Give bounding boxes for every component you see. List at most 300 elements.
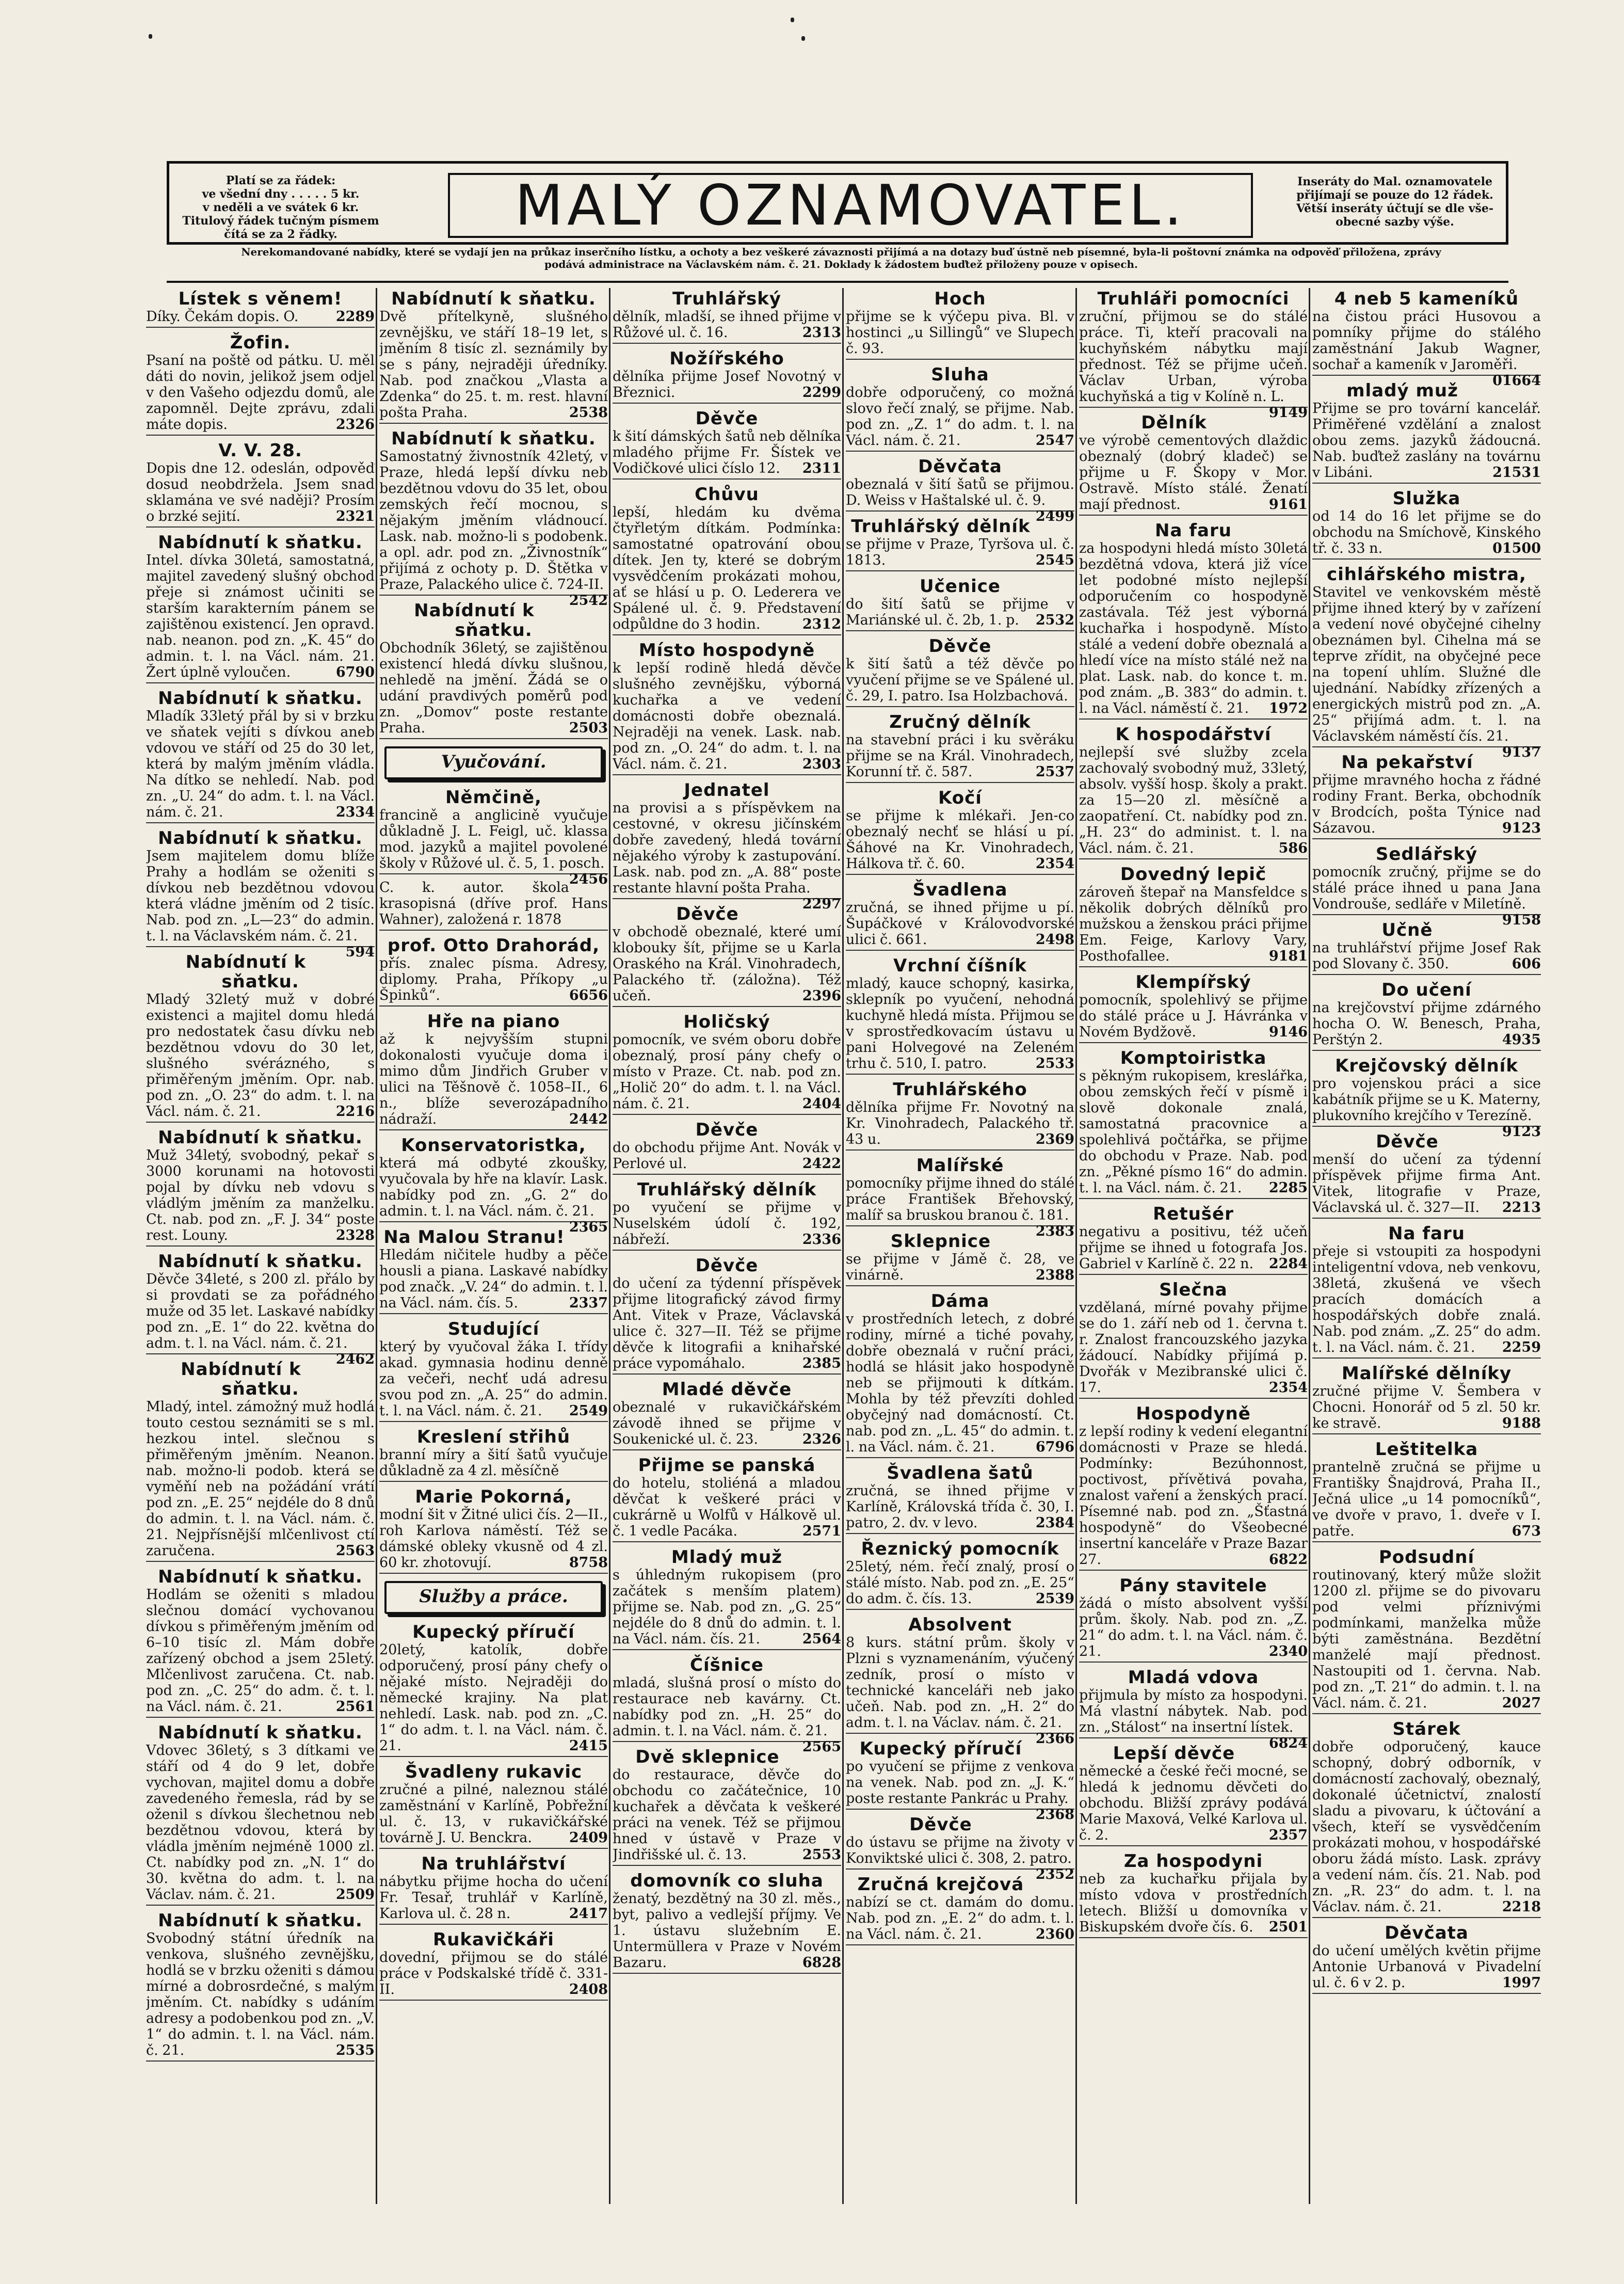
ad-body: zručné a pilné, naleznou stálé zaměstnání v Karlíně, Pobřežní ul. č. 13, v rukavičkářské továrně J. U. Benckra.	[379, 1782, 608, 1846]
ad-text-wrap	[379, 1507, 608, 1571]
ad-number: 2313	[802, 325, 841, 341]
classified-ad	[146, 441, 375, 528]
ad-text-wrap	[846, 476, 1074, 524]
ad-body: mladá, slušná prosí o místo do restaurace neb kavárny. Ct. nabídky pod zn. „H. 25“ do admin. t. l. na Václ. nám. č. 21.	[613, 1675, 841, 1739]
classified-ad	[146, 1723, 375, 1906]
ad-body: do obchodu přijme Ant. Novák v Perlové ul.	[613, 1140, 841, 1172]
ad-heading: Děvče	[928, 636, 992, 657]
classified-ad	[846, 712, 1074, 783]
price-info	[178, 174, 384, 241]
ad-heading: Dáma	[930, 1291, 990, 1312]
ad-heading: Konservatoristka,	[401, 1135, 586, 1156]
ad-text-wrap	[1079, 1068, 1308, 1196]
classified-ad	[613, 1012, 841, 1115]
ad-body: Intel. dívka 30letá, samostatná, majitel zavedený slušný obchod přeje si známost učiniti se starším karakterním pánem se zajištěnou existencí. Jen opravd. nab. neanon. pod zn. „K. 45“ do admin. t. l. na Václ. nám. 21. Žert úplně vyloučen.	[146, 552, 375, 680]
classified-ad	[613, 289, 841, 344]
ad-body: Dopis dne 12. odeslán, odpověď dosud neobdržela. Jsem snad sklamána ve své naději? Prosím o brzké sejití.	[146, 460, 375, 524]
ad-number: 2303	[802, 756, 841, 772]
ad-body: na čistou práci Husovou a pomníky přijme do stálého zaměstnání Jakub Wagner, sochař a kameník v Jaroměři.	[1312, 309, 1541, 373]
ad-heading: Kreslení střihů	[416, 1427, 571, 1447]
classified-ad	[613, 1655, 841, 1755]
ad-number: 01664	[1492, 373, 1541, 389]
ad-number: 9149	[1268, 405, 1308, 421]
ad-text-wrap	[1312, 772, 1541, 836]
print-speck	[801, 36, 805, 41]
ad-text-wrap	[379, 1447, 608, 1479]
classified-ad	[846, 636, 1074, 707]
ad-heading: Retušér	[1153, 1204, 1234, 1224]
ad-number: 594	[345, 944, 375, 960]
column-divider	[609, 288, 610, 2204]
classified-ad	[846, 1155, 1074, 1239]
insertion-info	[1289, 175, 1501, 229]
ad-heading: Učně	[1381, 920, 1433, 940]
ad-body: přijmula by místo za hospodyni. Má vlastní nábytek. Nab. pod zn. „Stálost“ na insertní lístek.	[1079, 1687, 1308, 1735]
ad-heading: V. V. 28.	[218, 440, 302, 461]
ad-number: 2326	[335, 417, 375, 433]
classified-ad	[846, 1875, 1074, 1945]
ad-number: 2285	[1268, 1180, 1308, 1196]
ad-heading: Dvě sklepnice	[635, 1747, 780, 1767]
price-line: Titulový řádek tučným písmem	[182, 214, 379, 228]
ad-text-wrap	[613, 800, 841, 912]
ad-body: Mladý, intel. zámožný muž hodlá touto cestou seznámiti se s ml. hezkou intel. slečnou s přiměřeným jměním. Neanon. nab. možno-li podob. která se vyměňí neb na požádání vrátí pod zn. „E. 25“ nejdéle do 8 dnů do admin. t. l. na Václ. nám. č. 21. Nejpřísnější mlčenlivost ctí zaručena.	[146, 1399, 375, 1559]
ad-text-wrap	[1312, 1152, 1541, 1216]
ad-body: k šití dámských šatů neb dělníka mladého přijme Fr. Šístek ve Vodičkové ulici číslo 12.	[613, 428, 841, 476]
classified-ad	[613, 1871, 841, 1974]
ad-heading: Řeznický pomocník	[861, 1539, 1059, 1559]
classified-ad	[146, 689, 375, 823]
ad-text-wrap	[613, 1567, 841, 1647]
column-5	[1079, 289, 1308, 2199]
classified-ad	[1312, 564, 1541, 760]
ad-body: Jsem majitelem domu blíže Prahy a hodlám se oženiti s dívkou neb bezdětnou vdovou která vládne jměním od 2 tisíc. Nab. pod zn. „L—23“ do admin. t. l. na Václavském nám. č. 21.	[146, 848, 375, 944]
ad-text-wrap	[846, 1635, 1074, 1747]
ad-text-wrap	[613, 1200, 841, 1248]
ad-body: nejlepší své služby zcela zachovalý svobodný muž, 33letý, absolv. vyšší hosp. školy a prakt. za 15—20 zl. měsíčně a zaopatření. Ct. nabídky pod zn. „H. 23“ do administ. t. l. na Václ. nám. č. 21.	[1079, 744, 1308, 856]
column-divider	[1075, 288, 1077, 2204]
ad-body: na krejčovství přijme zdárného hocha O. W. Benesch, Praha, Perštýn 2.	[1312, 1000, 1541, 1048]
ad-body: ve výrobě cementových dlaždic obeznalý (dobrý kladeč) se přijme u F. Škopy v Mor. Ostravě. Místo stálé. Ženatí mají přednost.	[1079, 433, 1308, 513]
ad-text-wrap	[846, 1559, 1074, 1607]
ad-heading: Mladé děvče	[662, 1379, 792, 1400]
ad-number: 2498	[1035, 932, 1074, 948]
classified-ad	[613, 1120, 841, 1175]
ad-text-wrap	[1079, 992, 1308, 1040]
ad-body: s pěkným rukopisem, kreslářka, obou zemských řečí v písmě i slově dokonale znalá, samostatná pracovnice a spolehlivá počtářka, se přijme do obchodu v Praze. Nab. pod zn. „Pěkné písmo 16“ do admin. t. l. na Václ. nám. č. 21.	[1079, 1068, 1308, 1196]
ad-body: pomocník zručný, přijme se do stálé práce ihned u pana Jana Vondrouše, sedláře v Miletíně.	[1312, 864, 1541, 912]
ad-number: 2409	[569, 1830, 608, 1846]
classified-ad	[1079, 1204, 1308, 1275]
ad-text-wrap	[613, 1275, 841, 1371]
ad-body: Děvče 34leté, s 200 zl. přálo by si provdati se za pořádného muže od 35 let. Laskavé nabídky pod zn. „E. 1“ do 22. května do adm. t. l. na Václ. nám. č. 21.	[146, 1271, 375, 1351]
ad-heading: Nožířského	[669, 348, 784, 369]
classified-ad	[146, 333, 375, 436]
print-speck	[791, 18, 794, 22]
ad-number: 9137	[1502, 744, 1541, 760]
ad-heading: Truhlářského	[893, 1079, 1027, 1100]
ad-number: 2422	[802, 1156, 841, 1172]
page-title: MALÝ OZNAMOVATEL.	[448, 173, 1253, 238]
ad-text-wrap	[379, 1782, 608, 1846]
ad-text-wrap	[146, 552, 375, 680]
ad-heading: Krejčovský dělník	[1335, 1056, 1518, 1076]
classified-ad	[146, 289, 375, 328]
ad-text-wrap	[1079, 1763, 1308, 1843]
ad-body: pomocníky přijme ihned do stálé práce František Břehovský, malíř sa bruskou branou č. 181.	[846, 1175, 1074, 1223]
ad-heading: Nabídnutí k sňatku.	[158, 532, 363, 553]
ad-number: 2503	[569, 720, 608, 736]
ad-text-wrap	[1312, 940, 1541, 972]
ad-heading: Podsudní	[1378, 1547, 1475, 1568]
ad-heading: Komptoiristka	[1120, 1048, 1267, 1068]
classified-ad	[146, 1360, 375, 1562]
ad-number: 2366	[1035, 1731, 1074, 1747]
ad-body: k lepší rodině hledá děvče slušného zevnějšku, výborná kuchařka a ve vedení domácnosti dobře obeznalá. Nejraději na venek. Lask. nab. pod zn. „O. 24“ do adm. t. l. na Václ. nám. č. 21.	[613, 660, 841, 772]
ad-body: 20letý, katolík, dobře odporučený, prosí pány chefy o nějaké místo. Nejraději do německé krajiny. Na plat nehledí. Lask. nab. pod zn. „C. 1“ do adm. t. l. na Václ. nám. č. 21.	[379, 1642, 608, 1754]
ad-number: 21531	[1492, 465, 1541, 481]
classified-ad	[1312, 920, 1541, 975]
classified-ad	[1079, 865, 1308, 967]
classified-ad	[146, 828, 375, 960]
ad-heading: Nabídnutí k sňatku.	[158, 828, 363, 849]
ad-body: který by vyučoval žáka I. třídy akad. gymnasia hodinu denně za večeři, nechť udá adresu svou pod zn. „A. 25“ do admin. t. l. na Václ. nám. č. 21.	[379, 1339, 608, 1419]
ad-heading: Kupecký příručí	[859, 1738, 1022, 1759]
ad-body: mladý, kauce schopný, kasirka, sklepník po vyučení, nehodná kuchyně hledá místa. Přijmou se v sprostředkovacím ústavu u pani Holvegové na Zeleném trhu č. 510, I. patro.	[846, 976, 1074, 1072]
ad-text-wrap	[613, 1475, 841, 1539]
column-1	[146, 289, 375, 2199]
ad-body: přeje si vstoupiti za hospodyni inteligentní vdova, neb venkovu, 38letá, zkušená ve všech pracích domácích a hospodářských dobře znalá. Nab. pod znám. „Z. 25“ do adm. t. l. na Václ. nám. č. 21.	[1312, 1243, 1541, 1355]
ad-body: za hospodyni hledá místo 30letá bezdětná vdova, která již více let podobné místo nejlepší odporučením co hospodyně zastávala. Též jest výborná kuchařka i hospodyně. Místo stálé a vedení dobře obeznalá a hledí více na místo stálé než na plat. Lask. nab. do konce t. m. pod znám. „B. 383“ do admin. t. l. na Václ. náměstí č. 21.	[1079, 540, 1308, 716]
classified-ad	[379, 1487, 608, 1574]
ad-number: 2549	[569, 1403, 608, 1419]
ad-number: 586	[1278, 840, 1308, 856]
classified-ad	[379, 1762, 608, 1849]
classified-ad	[846, 517, 1074, 571]
ad-body: 25letý, ném. řečí znalý, prosí o stálé místo. Nab. pod zn. „E. 25“ do adm. č. čís. 13.	[846, 1559, 1074, 1607]
classified-ad	[846, 1232, 1074, 1286]
ad-text-wrap	[1079, 1871, 1308, 1935]
ad-body: pomocník, spolehlivý se přijme do stálé práce u J. Hávránka v Novém Bydžově.	[1079, 992, 1308, 1040]
ad-text-wrap	[1312, 1943, 1541, 1991]
ad-text-wrap	[613, 1767, 841, 1863]
classified-ad	[1079, 1667, 1308, 1751]
ad-heading: Truhlářský dělník	[851, 516, 1031, 537]
ad-body: se přijme v Jámě č. 28, ve vinárně.	[846, 1251, 1074, 1283]
ad-number: 6656	[569, 987, 608, 1003]
ad-text-wrap	[1312, 1243, 1541, 1355]
ad-heading: Děvčata	[1385, 1923, 1469, 1943]
ad-body: přís. znalec písma. Adresy, diplomy. Praha, Příkopy „u Špinků“.	[379, 955, 608, 1003]
insertion-line: Inseráty do Mal. oznamovatele	[1297, 175, 1493, 188]
ad-text-wrap	[613, 369, 841, 401]
classified-ad	[1312, 1719, 1541, 1918]
ad-body: dobře odporučený, co možná slovo řečí znalý, se přijme. Nab. pod zn. „Z. 1“ do adm. t. l. na Václ. nám. č. 21.	[846, 385, 1074, 449]
ad-heading: Děvče	[695, 1120, 759, 1140]
ad-text-wrap	[1079, 1300, 1308, 1396]
ad-number: 1972	[1268, 700, 1308, 716]
ad-body: Vdovec 36letý, s 3 dítkami ve stáří od 4 do 9 let, dobře vychovan, majitel domu a dobře zavedeného řemesla, rád by se oženil s dívkou šlechetnou neb bezdětnou vdovou, která by vládla jměním nejméně 1000 zl. Ct. nabídky pod zn. „N. 1“ do 30. května do adm. t. l. na Václav. nám. č. 21.	[146, 1743, 375, 1903]
ad-number: 2336	[802, 1232, 841, 1248]
ad-body: modní šit v Žitné ulici čís. 2—II., roh Karlova náměstí. Též se dámské obleky vkusně od 4 zl. 60 kr. zhotovují.	[379, 1507, 608, 1571]
ad-text-wrap	[1312, 1383, 1541, 1431]
column-divider	[376, 288, 377, 2204]
price-line: čítá se za 2 řádky.	[224, 228, 337, 241]
ad-text-wrap	[379, 640, 608, 736]
ad-number: 673	[1512, 1523, 1541, 1539]
ad-text-wrap	[1312, 864, 1541, 928]
ad-text-wrap	[846, 900, 1074, 948]
ad-text-wrap	[1079, 433, 1308, 513]
ad-heading: Studující	[447, 1319, 540, 1339]
ad-heading: Sedlářský	[1375, 844, 1478, 865]
classified-ad	[379, 1012, 608, 1130]
ad-body: žádá o místo absolvent vyšší prům. školy. Nab. pod zn. „Z. 21“ do adm. t. l. na Václ. nám. č. 21.	[1079, 1595, 1308, 1659]
column-divider	[1309, 288, 1310, 2204]
ad-number: 2538	[569, 405, 608, 421]
classified-ad	[1079, 289, 1308, 421]
ad-number: 2396	[802, 988, 841, 1004]
classified-ad	[846, 577, 1074, 631]
ad-number: 2547	[1035, 433, 1074, 449]
ad-heading: Sluha	[931, 364, 989, 385]
column-4	[846, 289, 1074, 2199]
classified-ad	[1312, 753, 1541, 839]
classified-ad	[1079, 1404, 1308, 1571]
ad-heading: Slečna	[1159, 1280, 1228, 1300]
ad-text-wrap	[1079, 1595, 1308, 1659]
ad-text-wrap	[613, 660, 841, 772]
ad-text-wrap	[1312, 1459, 1541, 1539]
ad-number: 2462	[335, 1351, 375, 1367]
classified-ad	[379, 1319, 608, 1422]
ad-heading: Absolvent	[908, 1615, 1012, 1635]
ad-heading: Truhlářský dělník	[637, 1179, 817, 1200]
classified-ad	[613, 1547, 841, 1650]
ad-heading: Marie Pokorná,	[415, 1487, 572, 1507]
ad-heading: Němčině,	[445, 787, 542, 808]
ad-heading: Malířské dělníky	[1341, 1363, 1512, 1384]
admin-notice: Nerekomandované nabídky, které se vydají jen na průkaz inserčního lístku, a ochoty a bez veškeré závaznosti přijímá a na dotazy buď ústně neb písemné, byla-li poštovní známka na odpověď přiložena, zprávy podává administrace na Václavském nám. č. 21. Doklady k žádostem buďtež přiloženy pouze v opisech.	[241, 246, 1441, 270]
ad-heading: Zručná krejčová	[857, 1874, 1024, 1895]
ad-text-wrap	[846, 385, 1074, 449]
ad-heading: Služka	[1392, 488, 1461, 509]
ad-number: 2218	[1502, 1899, 1541, 1915]
ad-text-wrap	[1079, 540, 1308, 716]
ad-number: 2326	[802, 1431, 841, 1447]
ad-text-wrap	[846, 1483, 1074, 1531]
ad-text-wrap	[846, 1834, 1074, 1882]
classified-ad	[846, 788, 1074, 875]
ad-body: Hodlám se oženiti s mladou slečnou domácí vychovanou dívkou s přiměřeným jměním od 6–10 tisíc zl. Mám dobře zařízený obchod a jsem 25letý. Mlčenlivost zaručena. Ct. nab. pod zn. „C. 25“ do adm. č. t. l. na Václ. nám. č. 21.	[146, 1587, 375, 1715]
ad-number: 2408	[569, 1982, 608, 1998]
ad-body: Obchodník 36letý, se zajištěnou existencí hledá dívku slušnou, nehledě na jmění. Žádá se o udání pravdivých poměrů pod zn. „Domov“ poste restante Praha.	[379, 640, 608, 736]
ad-text-wrap	[1312, 309, 1541, 389]
ad-number: 2289	[335, 309, 375, 325]
ad-body: C. k. autor. škola krasopisná (dříve prof. Hans Wahner), založená r. 1878	[379, 880, 608, 928]
ad-number: 2571	[802, 1523, 841, 1539]
ad-heading: Švadlena	[912, 880, 1008, 900]
ad-text-wrap	[1312, 584, 1541, 760]
ad-body: obeznalé v rukavičkářském závodě ihned se přijme v Soukenické ul. č. 23.	[613, 1399, 841, 1447]
ad-body: Přijme se pro tovární kancelář. Přiměřené vzdělání a znalost obou zems. jazyků žádoucná. Nab. buďtež zaslány na továrnu v Libáni.	[1312, 401, 1541, 481]
ad-heading: Místo hospodyně	[638, 640, 815, 661]
ad-heading: Nabídnutí k sňatku.	[158, 688, 363, 709]
classified-ad	[379, 1427, 608, 1482]
ad-heading: Učenice	[920, 576, 1001, 597]
ad-body: zruční, přijmou se do stálé práce. Ti, kteří pracovali na kuchyňském nábytku mají přednost. Též se přijme učeň. Václav Urban, výroba kuchyňská a tig v Kolíně n. L.	[1079, 309, 1308, 405]
classified-ad	[846, 1615, 1074, 1747]
ad-body: k šití šatů a též děvče po vyučení přijme se ve Spálené ul. č. 29, I. patro. Isa Holzbachová.	[846, 656, 1074, 704]
ad-text-wrap	[846, 1251, 1074, 1283]
ad-number: 2216	[335, 1104, 375, 1120]
ad-body: se přijme k mlékaři. Jen-co obeznalý nechť se hlásí u pí. Šáhové na Kr. Vinohradech, Hálkova tř. č. 60.	[846, 808, 1074, 872]
ad-number: 2542	[569, 593, 608, 609]
ad-heading: Sklepnice	[890, 1231, 991, 1252]
ad-number: 2354	[1268, 1380, 1308, 1396]
ad-heading: Holičský	[683, 1012, 770, 1032]
classified-ad	[613, 1180, 841, 1251]
ad-text-wrap	[1312, 508, 1541, 556]
masthead	[167, 161, 1508, 245]
ad-heading: Nabídnutí k sňatku.	[158, 1127, 363, 1148]
section-heading: Vyučování.	[384, 746, 603, 779]
column-6	[1312, 289, 1541, 2199]
classified-ad	[379, 1854, 608, 1925]
ad-text-wrap	[613, 1140, 841, 1172]
ad-text-wrap	[379, 1155, 608, 1235]
insertion-line: přijímají se pouze do 12 řádek.	[1296, 188, 1493, 202]
classified-ad	[846, 456, 1074, 524]
column-3	[613, 289, 841, 2199]
ad-body: na truhlářství přijme Josef Rak pod Slovany č. 350.	[1312, 940, 1541, 972]
ad-number: 2027	[1502, 1695, 1541, 1711]
ad-heading: Nabídnutí k sňatku.	[414, 600, 535, 641]
classified-ad	[846, 880, 1074, 951]
ad-text-wrap	[613, 924, 841, 1004]
classified-ad	[379, 787, 608, 887]
ad-heading: Děvče	[1376, 1131, 1439, 1152]
ad-text-wrap	[846, 596, 1074, 628]
ad-number: 2563	[335, 1543, 375, 1559]
ad-number: 2561	[335, 1699, 375, 1715]
ad-heading: Pány stavitele	[1119, 1575, 1267, 1596]
ad-body: Muž 34letý, svobodný, pekař s 3000 korunami na hotovosti pojal by dívku neb vdovu s vládlým jměním za manželku. Ct. nab. pod zn. „F. J. 34“ poste rest. Louny.	[146, 1147, 375, 1243]
ad-body: Stavitel ve venkovském městě přijme ihned který by v zařízení a vedení nové obyčejné cihelny obeznámen byl. Cihelna má se teprve zřídit, na obyčejné pece na topení uhlím. Služné dle ujednání. Nabídky zřízených a energických mistrů pod zn. „A. 25“ přijímá adm. t. l. na Václavském náměstí čís. 21.	[1312, 584, 1541, 744]
ad-heading: Nabídnutí k sňatku.	[181, 1359, 301, 1399]
ad-number: 2352	[1035, 1866, 1074, 1882]
classified-ad	[379, 601, 608, 739]
ad-text-wrap	[379, 1339, 608, 1419]
ad-number: 2415	[569, 1738, 608, 1754]
ad-number: 2383	[1035, 1223, 1074, 1239]
ad-text-wrap	[146, 353, 375, 433]
ad-body: zároveň štepař na Mansfeldce s několik dobrých dělníků pro mužskou a ženskou práci přijme Em. Feige, Karlovy Vary, Posthofallee.	[1079, 884, 1308, 964]
ad-text-wrap	[379, 1874, 608, 1922]
ad-text-wrap	[846, 1311, 1074, 1455]
ad-number: 2340	[1268, 1643, 1308, 1659]
classified-ad	[146, 1128, 375, 1247]
ad-heading: Švadlena šatů	[887, 1463, 1034, 1483]
ad-body: prantelně zručná se přijme u Františky Šnajdrová, Praha II., Ječná ulice „u 14 pomocníků“, ve dvoře v pravo, 1. dveře v I. patře.	[1312, 1459, 1541, 1539]
ad-text-wrap	[846, 1894, 1074, 1942]
ad-heading: Truhláři pomocníci	[1097, 289, 1290, 309]
ad-heading: Leštitelka	[1375, 1439, 1478, 1460]
ad-heading: K hospodářství	[1115, 724, 1272, 745]
ad-number: 8758	[569, 1555, 608, 1571]
ad-number: 9123	[1502, 820, 1541, 836]
ad-heading: Klempířský	[1135, 972, 1251, 993]
ad-text-wrap	[613, 504, 841, 632]
ad-heading: Kupecký příručí	[412, 1622, 575, 1642]
ad-text-wrap	[1312, 1739, 1541, 1915]
ad-number: 2328	[335, 1227, 375, 1243]
classified-ad	[613, 1256, 841, 1375]
ad-body: na stavební práci i ku svěráku přijme se na Král. Vinohradech, Korunní tř. č. 587.	[846, 732, 1074, 780]
ad-body: do restaurace, děvče do obchodu co začátečnice, 10 kuchařek a děvčata k veškeré práci na venek. Též se přijmou hned v ústavě v Praze v Jindřišské ul. č. 13.	[613, 1767, 841, 1863]
ad-body: německé a české řeči mocné, se hledá k jednomu děvčeti do obchodu. Bližší zprávy podává Marie Maxová, Velké Karlova ul. č. 2.	[1079, 1763, 1308, 1843]
classified-ad	[1312, 1923, 1541, 1994]
ad-text-wrap	[846, 808, 1074, 872]
ad-number: 2564	[802, 1631, 841, 1647]
ad-body: do učení za týdenní příspěvek přijme litografický závod firmy Ant. Vitek v Praze, Václavská ulice č. 327—II. Též se přijme děvče k litografii a knihařské práce vypomáhalo.	[613, 1275, 841, 1371]
price-line: ve všední dny . . . . . 5 kr.	[202, 187, 360, 201]
ad-heading: Děvče	[909, 1814, 972, 1835]
classified-ad	[1312, 289, 1541, 389]
ad-number: 2404	[802, 1096, 841, 1112]
ad-heading: cihlářského mistra,	[1327, 564, 1526, 585]
insertion-line: obecné sazby výše.	[1336, 215, 1454, 229]
classified-ad	[1312, 1132, 1541, 1219]
classified-ad	[1312, 844, 1541, 928]
ad-text-wrap	[146, 1147, 375, 1243]
ad-heading: Malířské	[916, 1155, 1004, 1176]
ad-text-wrap	[613, 309, 841, 341]
classified-ad	[1312, 1547, 1541, 1714]
ad-number: 2388	[1035, 1267, 1074, 1283]
classified-ad	[1079, 972, 1308, 1043]
ad-heading: Rukavičkáři	[433, 1929, 554, 1950]
ad-number: 2384	[1035, 1515, 1074, 1531]
ad-number: 1997	[1502, 1975, 1541, 1991]
ad-number: 6824	[1268, 1735, 1308, 1751]
ad-number: 2456	[569, 871, 608, 887]
ad-text-wrap	[1079, 1687, 1308, 1751]
ad-body: pro vojenskou práci a sice kabátník přijme se u K. Materny, plukovního krejčího v Terezíně.	[1312, 1076, 1541, 1124]
ad-body: přijme mravného hocha z řádné rodiny Frant. Berka, obchodník v Brodcích, pošta Týnice nad Sázavou.	[1312, 772, 1541, 836]
classified-ad	[379, 428, 608, 609]
classified-ad	[613, 1456, 841, 1542]
ad-body: nabízí se ct. damám do domu. Nab. pod zn. „E. 2“ do adm. t. l. na Václ. nám. č. 21.	[846, 1894, 1074, 1942]
ad-heading: Nabídnutí k sňatku.	[158, 1567, 363, 1587]
ad-text-wrap	[379, 955, 608, 1003]
ad-body: s úhledným rukopisem (pro začátek s menším platem) přijme se. Nab. pod zn. „G. 25“ nejdéle do 8 dnů do admin. t. l. na Václ. nám. čís. 21.	[613, 1567, 841, 1647]
ad-body: po vyučení se přijme v Nuselském údolí č. 192, nábřeží.	[613, 1200, 841, 1248]
ad-heading: Děvčata	[918, 456, 1002, 477]
ad-number: 2417	[569, 1906, 608, 1922]
ad-heading: Vrchní číšník	[893, 955, 1027, 976]
ad-body: Samostatný živnostník 42letý, v Praze, hledá lepší dívku neb bezdětnou vdovu do 35 let, obou zemských řečí mocnou, s nějakým jměním vládnoucí. Lask. nab. možno-li s podobenk. a opl. adr. pod zn. „Živnostník“ přijímá z ochoty p. D. Štětka v Praze, Palackého ulice č. 724-II.	[379, 449, 608, 593]
ad-number: 2312	[802, 616, 841, 632]
ad-text-wrap	[846, 656, 1074, 704]
classified-ad	[1079, 1280, 1308, 1399]
classified-ad	[1079, 1744, 1308, 1846]
ad-heading: Nabídnutí k sňatku.	[391, 289, 596, 309]
classified-ad	[613, 1380, 841, 1450]
ad-number: 9158	[1502, 912, 1541, 928]
ad-text-wrap	[146, 1271, 375, 1367]
classified-ad	[846, 365, 1074, 452]
